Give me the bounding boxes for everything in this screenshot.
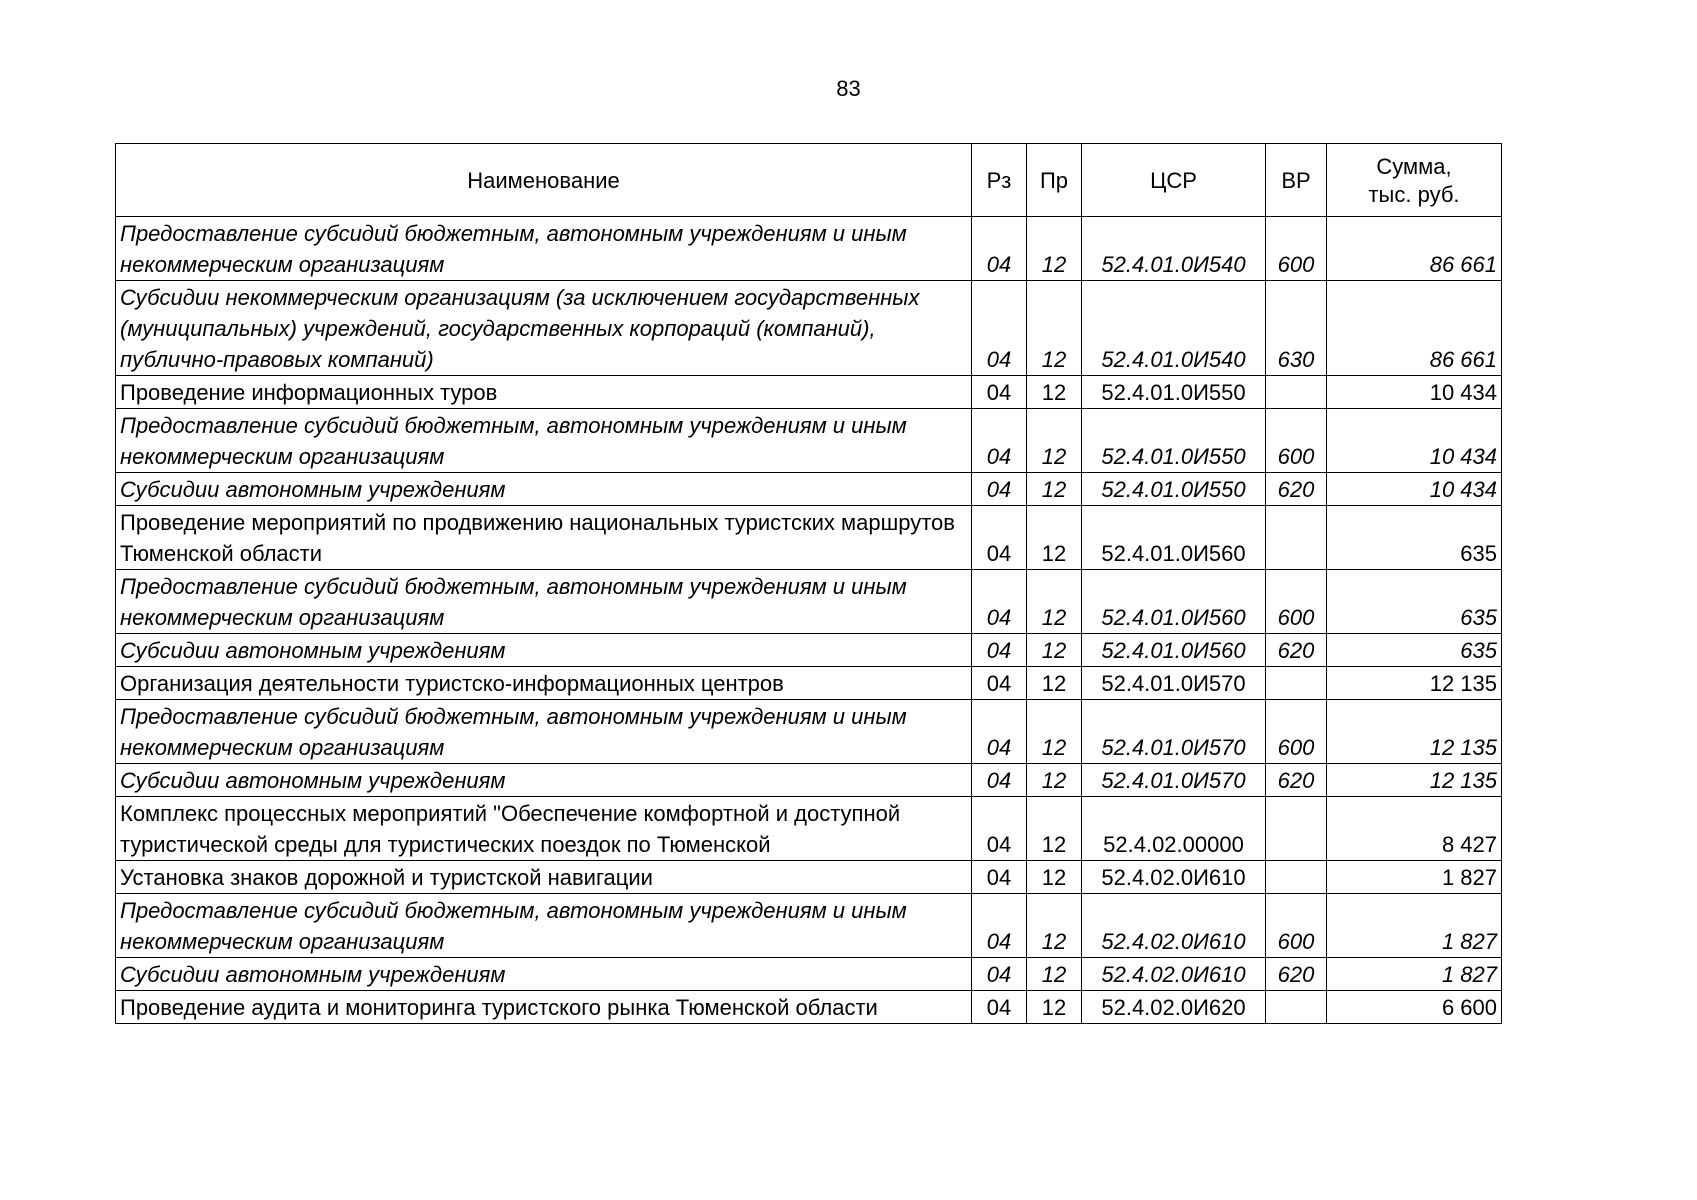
cell-csr: 52.4.02.0И610 — [1082, 894, 1266, 958]
table-body — [116, 217, 1502, 1024]
cell-vr: 600 — [1266, 894, 1327, 958]
budget-table — [115, 143, 1502, 1024]
cell-rz: 04 — [972, 797, 1027, 861]
table-row — [116, 376, 1502, 409]
cell-name: Субсидии автономным учреждениям — [116, 473, 972, 506]
cell-sum: 635 — [1327, 634, 1502, 667]
cell-name: Предоставление субсидий бюджетным, автономным учреждениям и иным некоммерческим организациям — [116, 409, 972, 473]
cell-vr: 600 — [1266, 217, 1327, 281]
cell-vr — [1266, 797, 1327, 861]
cell-pr: 12 — [1027, 506, 1082, 570]
cell-rz: 04 — [972, 700, 1027, 764]
cell-sum: 6 600 — [1327, 991, 1502, 1024]
cell-name: Субсидии автономным учреждениям — [116, 634, 972, 667]
cell-vr: 600 — [1266, 700, 1327, 764]
cell-sum: 12 135 — [1327, 667, 1502, 700]
cell-name: Организация деятельности туристско-информационных центров — [116, 667, 972, 700]
cell-sum: 1 827 — [1327, 894, 1502, 958]
cell-rz: 04 — [972, 634, 1027, 667]
table-row — [116, 409, 1502, 473]
header-sum — [1327, 144, 1502, 217]
cell-sum: 635 — [1327, 570, 1502, 634]
cell-pr: 12 — [1027, 376, 1082, 409]
cell-vr: 630 — [1266, 281, 1327, 376]
cell-vr: 620 — [1266, 764, 1327, 797]
header-pr: Пр — [1027, 144, 1082, 217]
table-row — [116, 894, 1502, 958]
cell-rz: 04 — [972, 667, 1027, 700]
cell-pr: 12 — [1027, 861, 1082, 894]
table-row — [116, 764, 1502, 797]
cell-pr: 12 — [1027, 217, 1082, 281]
cell-rz: 04 — [972, 473, 1027, 506]
page-number: 83 — [836, 76, 861, 101]
cell-rz: 04 — [972, 570, 1027, 634]
cell-name: Субсидии некоммерческим организациям (за исключением государственных (муниципальных) учреждений, государственных корпораций (компаний), публично-правовых компаний) — [116, 281, 972, 376]
table-row — [116, 281, 1502, 376]
header-csr: ЦСР — [1082, 144, 1266, 217]
cell-name: Проведение мероприятий по продвижению национальных туристских маршрутов Тюменской области — [116, 506, 972, 570]
cell-name: Предоставление субсидий бюджетным, автономным учреждениям и иным некоммерческим организациям — [116, 217, 972, 281]
cell-rz: 04 — [972, 409, 1027, 473]
cell-csr: 52.4.01.0И560 — [1082, 506, 1266, 570]
cell-vr: 600 — [1266, 409, 1327, 473]
cell-sum: 1 827 — [1327, 958, 1502, 991]
cell-csr: 52.4.01.0И540 — [1082, 281, 1266, 376]
table-row — [116, 958, 1502, 991]
cell-pr: 12 — [1027, 991, 1082, 1024]
header-sum-line2: тыс. руб. — [1368, 182, 1460, 207]
cell-rz: 04 — [972, 281, 1027, 376]
cell-csr: 52.4.01.0И540 — [1082, 217, 1266, 281]
cell-name: Предоставление субсидий бюджетным, автономным учреждениям и иным некоммерческим организациям — [116, 894, 972, 958]
cell-pr: 12 — [1027, 958, 1082, 991]
header-rz: Рз — [972, 144, 1027, 217]
cell-vr: 620 — [1266, 473, 1327, 506]
header-sum-line1: Сумма, — [1376, 154, 1452, 179]
cell-sum: 8 427 — [1327, 797, 1502, 861]
cell-csr: 52.4.01.0И560 — [1082, 570, 1266, 634]
cell-csr: 52.4.01.0И570 — [1082, 667, 1266, 700]
table-row — [116, 570, 1502, 634]
cell-sum: 10 434 — [1327, 376, 1502, 409]
cell-pr: 12 — [1027, 894, 1082, 958]
cell-pr: 12 — [1027, 570, 1082, 634]
table-row — [116, 473, 1502, 506]
cell-sum: 86 661 — [1327, 217, 1502, 281]
cell-pr: 12 — [1027, 764, 1082, 797]
cell-sum: 635 — [1327, 506, 1502, 570]
cell-sum: 10 434 — [1327, 409, 1502, 473]
cell-vr — [1266, 861, 1327, 894]
cell-rz: 04 — [972, 861, 1027, 894]
cell-name: Предоставление субсидий бюджетным, автономным учреждениям и иным некоммерческим организациям — [116, 700, 972, 764]
cell-vr — [1266, 667, 1327, 700]
cell-pr: 12 — [1027, 634, 1082, 667]
cell-rz: 04 — [972, 506, 1027, 570]
cell-name: Проведение аудита и мониторинга туристского рынка Тюменской области — [116, 991, 972, 1024]
table-row — [116, 700, 1502, 764]
cell-csr: 52.4.01.0И570 — [1082, 700, 1266, 764]
cell-csr: 52.4.01.0И570 — [1082, 764, 1266, 797]
cell-rz: 04 — [972, 991, 1027, 1024]
cell-vr — [1266, 991, 1327, 1024]
cell-vr — [1266, 506, 1327, 570]
cell-pr: 12 — [1027, 797, 1082, 861]
cell-name: Установка знаков дорожной и туристской навигации — [116, 861, 972, 894]
cell-csr: 52.4.02.0И620 — [1082, 991, 1266, 1024]
cell-rz: 04 — [972, 217, 1027, 281]
table-row — [116, 506, 1502, 570]
cell-pr: 12 — [1027, 409, 1082, 473]
cell-name: Комплекс процессных мероприятий "Обеспечение комфортной и доступной туристической среды для туристических поездок по Тюменской — [116, 797, 972, 861]
cell-sum: 12 135 — [1327, 700, 1502, 764]
cell-vr: 600 — [1266, 570, 1327, 634]
cell-csr: 52.4.01.0И560 — [1082, 634, 1266, 667]
table-row — [116, 797, 1502, 861]
cell-rz: 04 — [972, 376, 1027, 409]
cell-name: Субсидии автономным учреждениям — [116, 958, 972, 991]
cell-pr: 12 — [1027, 667, 1082, 700]
table-row — [116, 667, 1502, 700]
cell-csr: 52.4.01.0И550 — [1082, 473, 1266, 506]
cell-sum: 10 434 — [1327, 473, 1502, 506]
cell-rz: 04 — [972, 894, 1027, 958]
table-header-row — [116, 144, 1502, 217]
cell-rz: 04 — [972, 764, 1027, 797]
cell-name: Субсидии автономным учреждениям — [116, 764, 972, 797]
cell-sum: 86 661 — [1327, 281, 1502, 376]
header-name: Наименование — [116, 144, 972, 217]
cell-vr: 620 — [1266, 634, 1327, 667]
cell-sum: 12 135 — [1327, 764, 1502, 797]
cell-csr: 52.4.02.00000 — [1082, 797, 1266, 861]
table-row — [116, 991, 1502, 1024]
cell-csr: 52.4.02.0И610 — [1082, 958, 1266, 991]
cell-csr: 52.4.02.0И610 — [1082, 861, 1266, 894]
cell-csr: 52.4.01.0И550 — [1082, 409, 1266, 473]
table-row — [116, 634, 1502, 667]
header-vr: ВР — [1266, 144, 1327, 217]
cell-rz: 04 — [972, 958, 1027, 991]
cell-vr — [1266, 376, 1327, 409]
cell-csr: 52.4.01.0И550 — [1082, 376, 1266, 409]
cell-pr: 12 — [1027, 281, 1082, 376]
table-row — [116, 861, 1502, 894]
cell-sum: 1 827 — [1327, 861, 1502, 894]
cell-name: Предоставление субсидий бюджетным, автономным учреждениям и иным некоммерческим организациям — [116, 570, 972, 634]
cell-vr: 620 — [1266, 958, 1327, 991]
cell-name: Проведение информационных туров — [116, 376, 972, 409]
cell-pr: 12 — [1027, 473, 1082, 506]
table-row — [116, 217, 1502, 281]
cell-pr: 12 — [1027, 700, 1082, 764]
